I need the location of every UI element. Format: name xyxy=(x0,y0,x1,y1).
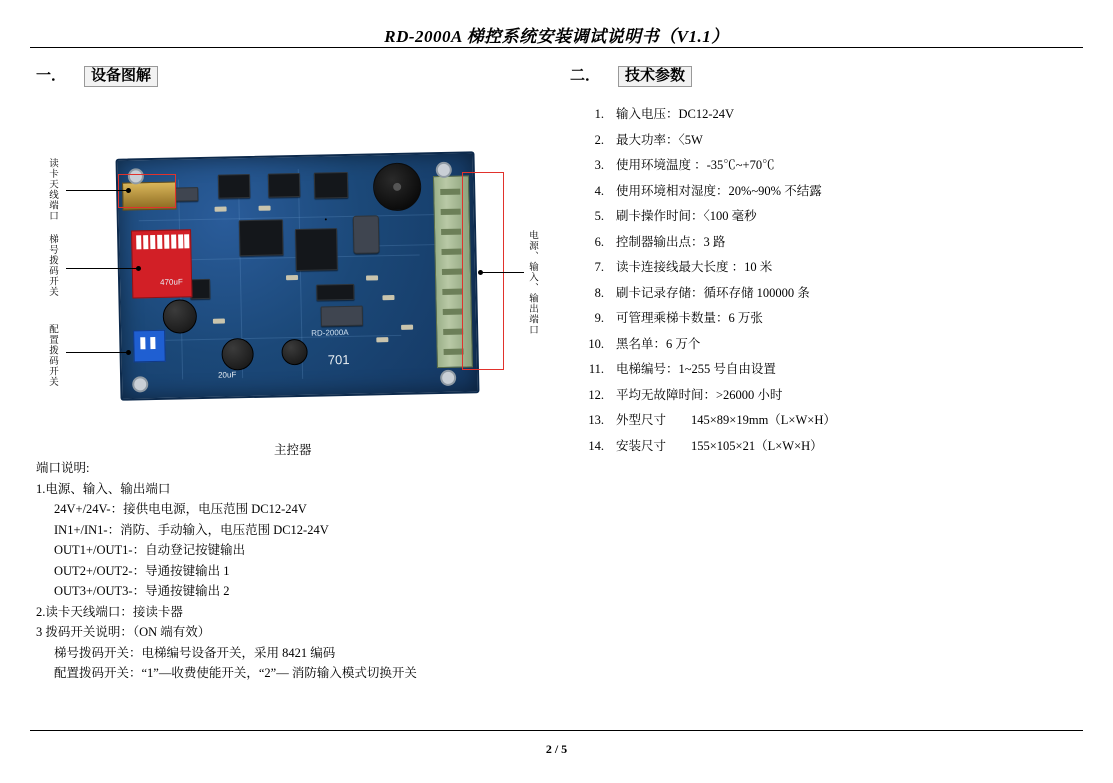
dip-switch-elevator-number xyxy=(131,229,192,298)
spec-text: 使用环境温度 ：-35℃~+70℃ xyxy=(616,158,775,172)
spec-text: 使用环境相对湿度：20%~90% 不结露 xyxy=(616,183,822,198)
spec-item xyxy=(570,234,1090,250)
spec-index: 11. xyxy=(588,362,604,376)
spec-index: 10. xyxy=(588,336,604,351)
label-dip-switch-config: 配置拨码开关 xyxy=(47,324,58,387)
capacitor-470uf xyxy=(162,299,197,334)
spec-index: 3. xyxy=(594,158,604,172)
spec-text: 输入电压：DC12-24V xyxy=(616,107,735,121)
device-photo xyxy=(110,150,510,400)
port-description-line: OUT1+/OUT1-：自动登记按键输出 xyxy=(54,543,246,557)
port-description-title: 端口说明: xyxy=(36,461,90,475)
buzzer xyxy=(373,162,422,211)
spec-index: 7. xyxy=(594,260,604,274)
spec-item xyxy=(570,157,1090,173)
spec-text: 平均无故障时间：>26000 小时 xyxy=(616,387,783,402)
port-description-line: OUT2+/OUT2-：导通按键输出 1 xyxy=(54,563,230,578)
dip-switch-configuration xyxy=(133,330,166,363)
label-power-io-port: 电源、输入、输出端口 xyxy=(527,230,538,335)
spec-item xyxy=(570,310,1090,326)
spec-text: 可管理乘梯卡数量：6 万张 xyxy=(616,311,763,325)
spec-item xyxy=(570,336,1090,352)
spec-text: 安装尺寸 155×105×21（L×W×H） xyxy=(616,438,823,453)
spec-item xyxy=(570,132,1090,148)
port-description-line: 1.电源、输入、输出端口 xyxy=(36,481,171,496)
section-two-label: 技术参数 xyxy=(618,66,692,87)
highlight-power-io-terminal xyxy=(462,172,504,370)
leader-line-antenna xyxy=(66,190,128,191)
page-number: 2 / 5 xyxy=(545,742,568,756)
spec-text: 控制器输出点：3 路 xyxy=(616,234,726,249)
spec-item xyxy=(570,387,1090,403)
header-divider xyxy=(30,47,1083,48)
spec-item xyxy=(570,361,1090,377)
section-one-number: 一． xyxy=(36,68,67,84)
spec-text: 黑名单：6 万个 xyxy=(616,336,701,351)
spec-item xyxy=(570,438,1090,454)
silkscreen-part-20uf: 20uF xyxy=(217,370,237,380)
specifications-list xyxy=(570,106,1090,463)
port-description-line: 3 拨码开关说明：（ON 端有效） xyxy=(36,625,211,639)
leader-line-dip-number xyxy=(66,268,138,269)
port-description-line: 配置拨码开关：“1”—收费使能开关，“2”— 消防输入模式切换开关 xyxy=(54,666,417,680)
spec-index: 2. xyxy=(594,132,604,147)
spec-item xyxy=(570,285,1090,301)
spec-index: 9. xyxy=(594,311,604,325)
spec-index: 13. xyxy=(588,413,604,427)
spec-item xyxy=(570,106,1090,122)
section-heading-device-diagram xyxy=(36,64,158,85)
section-heading-specifications xyxy=(570,64,692,85)
port-description-line: IN1+/IN1-：消防、手动输入，电压范围 DC12-24V xyxy=(54,522,329,537)
section-one-label: 设备图解 xyxy=(84,66,158,87)
silkscreen-part-701: 701 xyxy=(327,351,350,368)
spec-text: 刷卡操作时间：〈100 毫秒 xyxy=(616,209,757,223)
port-description-line: 2.读卡天线端口：接读卡器 xyxy=(36,604,183,619)
spec-text: 读卡连接线最大长度 ：10 米 xyxy=(616,260,773,274)
footer-divider xyxy=(30,730,1083,731)
spec-text: 刷卡记录存储：循环存储 100000 条 xyxy=(616,285,810,300)
spec-item xyxy=(570,208,1090,224)
port-description-line: 24V+/24V-：接供电电源，电压范围 DC12-24V xyxy=(54,502,307,516)
section-two-number: 二． xyxy=(570,68,601,84)
spec-index: 14. xyxy=(588,438,604,453)
spec-index: 6. xyxy=(594,234,604,249)
port-description-block xyxy=(36,458,556,684)
spec-item xyxy=(570,412,1090,428)
spec-text: 最大功率：〈5W xyxy=(616,132,703,147)
spec-text: 外型尺寸 145×89×19mm（L×W×H） xyxy=(616,413,836,427)
spec-index: 8. xyxy=(594,285,604,300)
device-caption: 主控器 xyxy=(274,443,312,457)
label-antenna-port: 读卡天线端口 xyxy=(47,158,58,221)
port-description-line: OUT3+/OUT3-：导通按键输出 2 xyxy=(54,584,230,598)
spec-item xyxy=(570,183,1090,199)
silkscreen-part-470uf: 470uF xyxy=(160,277,183,287)
spec-index: 5. xyxy=(594,209,604,223)
page-title: RD-2000A 梯控系统安装调试说明书（V1.1） xyxy=(384,27,729,46)
spec-index: 4. xyxy=(594,183,604,198)
spec-item xyxy=(570,259,1090,275)
spec-index: 1. xyxy=(594,107,604,121)
capacitor-20uf xyxy=(221,338,254,371)
leader-line-dip-config xyxy=(66,352,128,353)
label-dip-switch-number: 梯号拨码开关 xyxy=(47,234,58,297)
spec-text: 电梯编号：1~255 号自由设置 xyxy=(616,362,776,376)
port-description-line: 梯号拨码开关：电梯编号设备开关，采用 8421 编码 xyxy=(54,645,336,660)
spec-index: 12. xyxy=(588,387,604,402)
silkscreen-board-name: RD-2000A xyxy=(311,327,349,338)
leader-line-power-io xyxy=(480,272,524,273)
